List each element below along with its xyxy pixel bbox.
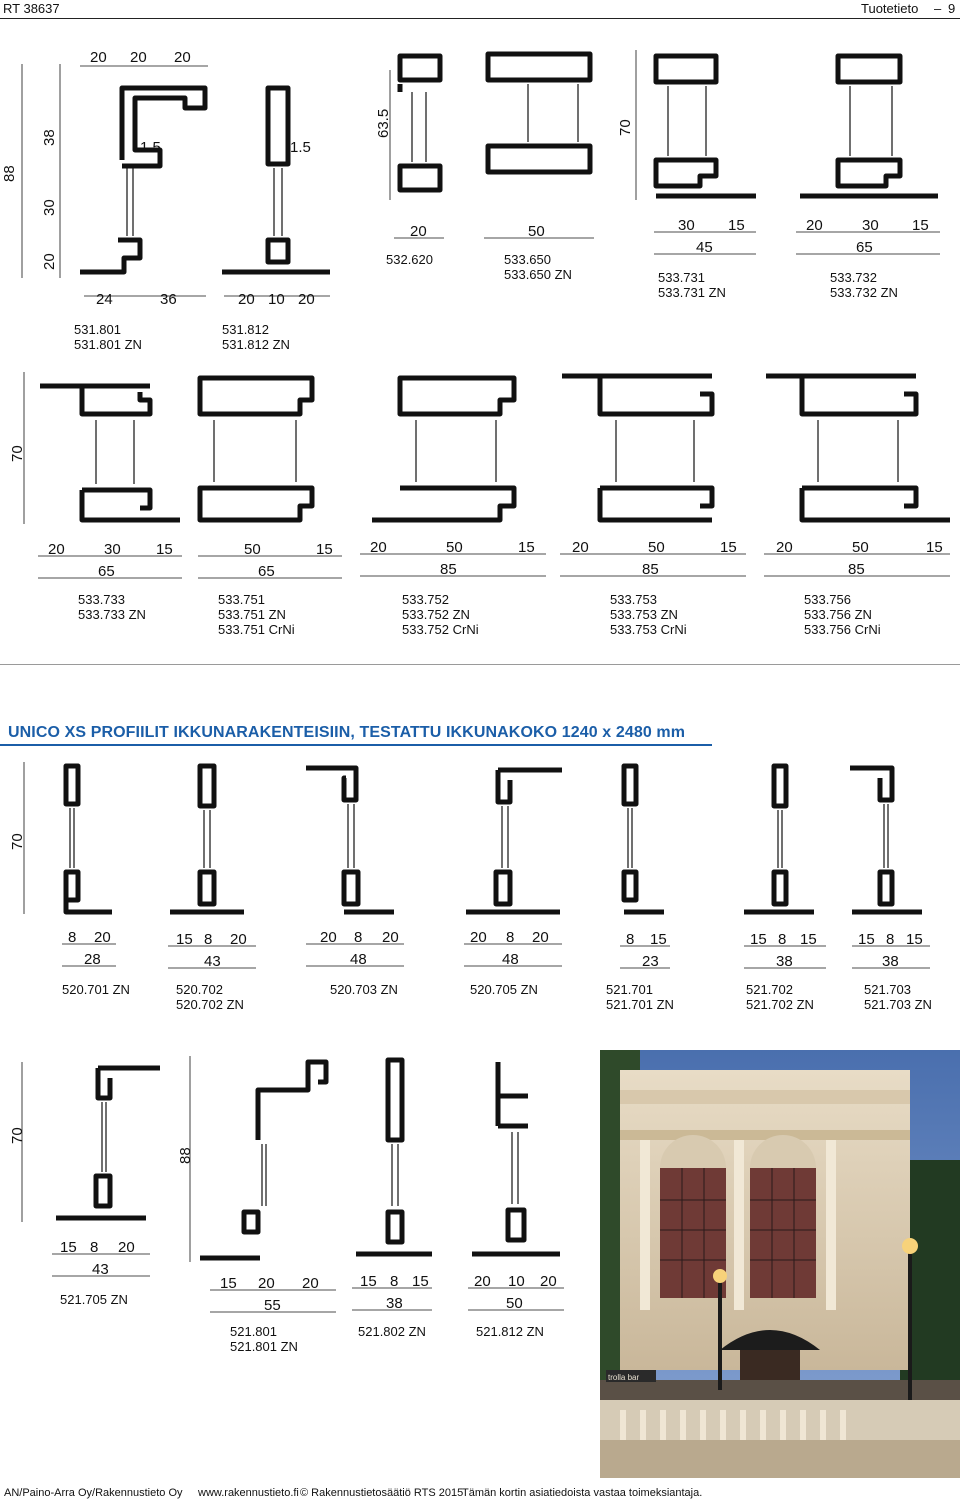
dim-thk-b: 1.5 — [290, 139, 311, 156]
code-533-733: 533.733 533.733 ZN — [78, 592, 146, 622]
dim-q1-a: 8 — [68, 929, 77, 946]
dim-q7-b: 8 — [886, 931, 895, 948]
dim-q1-c: 28 — [84, 951, 101, 968]
dim-q1-b: 20 — [94, 929, 111, 946]
code-533-753: 533.753 533.753 ZN 533.753 CrNi — [610, 592, 687, 637]
code-520-702: 520.702 520.702 ZN — [176, 982, 244, 1012]
dim-p4-b: 50 — [648, 539, 665, 556]
dim-q4-c: 20 — [532, 929, 549, 946]
dim-p5-d: 85 — [848, 561, 865, 578]
profile-533-753 — [562, 376, 712, 520]
code-521-705: 521.705 ZN — [60, 1292, 128, 1307]
dim-q6-c: 15 — [800, 931, 817, 948]
profile-533-650 — [488, 54, 590, 172]
dim-r2-c: 20 — [302, 1275, 319, 1292]
dim-q2-b: 8 — [204, 931, 213, 948]
dim-q7-d: 38 — [882, 953, 899, 970]
profile-521-701 — [624, 766, 664, 912]
code-533-752: 533.752 533.752 ZN 533.752 CrNi — [402, 592, 479, 637]
document-id: RT 38637 — [3, 1, 60, 16]
dim-a45: 45 — [696, 239, 713, 256]
dim-row4-88: 88 — [177, 1147, 194, 1164]
code-533-731: 533.731 533.731 ZN — [658, 270, 726, 300]
dim-r1-d: 43 — [92, 1261, 109, 1278]
dim-r1-a: 15 — [60, 1239, 77, 1256]
dim-r4-b: 10 — [508, 1273, 525, 1290]
dim-r4-a: 20 — [474, 1273, 491, 1290]
dim-r2-d: 55 — [264, 1297, 281, 1314]
dim-b24: 24 — [96, 291, 113, 308]
dim-88: 88 — [1, 165, 18, 182]
dim-a15: 15 — [728, 217, 745, 234]
dim-p3-d: 85 — [440, 561, 457, 578]
dim-r3-d: 38 — [386, 1295, 403, 1312]
dim-q4-b: 8 — [506, 929, 515, 946]
dim-r1-c: 20 — [118, 1239, 135, 1256]
footer-website[interactable]: www.rakennustieto.fi — [198, 1487, 299, 1499]
profile-533-733 — [40, 386, 180, 520]
header-dash: – — [934, 1, 942, 16]
unico-section-title: UNICO XS PROFIILIT IKKUNARAKENTEISIIN, TESTATTU IKKUNAKOKO 1240 x 2480 mm — [8, 724, 686, 741]
profile-520-705 — [466, 770, 562, 912]
dims-row4 — [9, 1056, 564, 1314]
dim-p4-c: 15 — [720, 539, 737, 556]
title-underline — [0, 744, 712, 746]
profile-521-705 — [56, 1068, 160, 1218]
dim-q5-a: 8 — [626, 931, 635, 948]
footer-publisher: AN/Paino-Arra Oy/Rakennustieto Oy — [4, 1487, 183, 1499]
dim-q6-d: 38 — [776, 953, 793, 970]
dim-38: 38 — [41, 129, 58, 146]
dim-q7-c: 15 — [906, 931, 923, 948]
dim-r3-b: 8 — [390, 1273, 399, 1290]
dim-p5-b: 50 — [852, 539, 869, 556]
section-label: Tuotetieto — [861, 1, 919, 16]
dim-p1-a: 20 — [48, 541, 65, 558]
dim-r4-c: 20 — [540, 1273, 557, 1290]
code-521-812: 521.812 ZN — [476, 1324, 544, 1339]
dim-r3-c: 15 — [412, 1273, 429, 1290]
dim-c65: 65 — [856, 239, 873, 256]
dim-q3-d: 48 — [350, 951, 367, 968]
dim-q6-b: 8 — [778, 931, 787, 948]
dim-c20: 20 — [806, 217, 823, 234]
code-533-650: 533.650 533.650 ZN — [504, 252, 572, 282]
dim-q5-c: 23 — [642, 953, 659, 970]
dim-r2-a: 15 — [220, 1275, 237, 1292]
dim-p5-a: 20 — [776, 539, 793, 556]
code-520-705: 520.705 ZN — [470, 982, 538, 997]
building-photo — [600, 1050, 960, 1478]
dim-row4-70: 70 — [9, 1127, 26, 1144]
dim-p2-a: 50 — [244, 541, 261, 558]
photo-sign-text: trolla bar — [608, 1373, 640, 1382]
profile-521-702 — [744, 766, 814, 912]
profile-533-731 — [656, 56, 756, 196]
profile-533-751 — [200, 378, 312, 520]
dim-thk-a: 1.5 — [140, 139, 161, 156]
dim-p4-d: 85 — [642, 561, 659, 578]
dim-c30: 30 — [862, 217, 879, 234]
footer-copyright: © Rakennustietosäätiö RTS 2015 — [300, 1487, 464, 1499]
page-number: 9 — [948, 1, 956, 16]
dim-q5-b: 15 — [650, 931, 667, 948]
dim-p4-a: 20 — [572, 539, 589, 556]
code-532-620: 532.620 — [386, 252, 433, 267]
dim-q2-c: 20 — [230, 931, 247, 948]
dim-p3-c: 15 — [518, 539, 535, 556]
code-521-701: 521.701 521.701 ZN — [606, 982, 674, 1012]
code-521-702: 521.702 521.702 ZN — [746, 982, 814, 1012]
profile-531-812 — [222, 88, 330, 272]
profile-520-702 — [170, 766, 244, 912]
profile-520-703 — [306, 768, 394, 912]
profile-533-732 — [800, 56, 938, 196]
dim-q3-a: 20 — [320, 929, 337, 946]
profile-521-802 — [356, 1060, 432, 1254]
dim-h70: 70 — [617, 119, 634, 136]
dim-p1-b: 30 — [104, 541, 121, 558]
dim-r4-d: 50 — [506, 1295, 523, 1312]
dim-top-20b: 20 — [130, 49, 147, 66]
dim-q4-a: 20 — [470, 929, 487, 946]
dim-r1-b: 8 — [90, 1239, 99, 1256]
profile-533-752 — [372, 378, 514, 520]
code-531-812: 531.812 531.812 ZN — [222, 322, 290, 352]
profile-532-620 — [400, 56, 440, 190]
dim-c15: 15 — [912, 217, 929, 234]
dim-p3-b: 50 — [446, 539, 463, 556]
code-533-732: 533.732 533.732 ZN — [830, 270, 898, 300]
dim-p2-c: 65 — [258, 563, 275, 580]
dim-q7-a: 15 — [858, 931, 875, 948]
footer-disclaimer: Tämän kortin asiatiedoista vastaa toimeksiantaja. — [462, 1487, 703, 1499]
code-533-756: 533.756 533.756 ZN 533.756 CrNi — [804, 592, 881, 637]
profile-521-703 — [850, 768, 922, 912]
dim-p1-c: 15 — [156, 541, 173, 558]
dim-63-5: 63.5 — [375, 108, 392, 138]
dim-30: 30 — [41, 199, 58, 216]
dim-q3-b: 8 — [354, 929, 363, 946]
dim-p5-c: 15 — [926, 539, 943, 556]
dim-p3-a: 20 — [370, 539, 387, 556]
dim-b20a: 20 — [238, 291, 255, 308]
dim-a30: 30 — [678, 217, 695, 234]
dim-b10: 10 — [268, 291, 285, 308]
code-533-751: 533.751 533.751 ZN 533.751 CrNi — [218, 592, 295, 637]
dims-row3 — [9, 762, 930, 970]
profile-520-701 — [66, 766, 112, 912]
code-531-801: 531.801 531.801 ZN — [74, 322, 142, 352]
dim-p1-d: 65 — [98, 563, 115, 580]
profile-533-756 — [766, 376, 950, 520]
dim-w20: 20 — [410, 223, 427, 240]
dim-q3-c: 20 — [382, 929, 399, 946]
dim-b20b: 20 — [298, 291, 315, 308]
dim-r3-a: 15 — [360, 1273, 377, 1290]
section-divider — [0, 664, 960, 665]
code-520-701: 520.701 ZN — [62, 982, 130, 997]
profile-521-801 — [200, 1062, 326, 1258]
dim-r2-b: 20 — [258, 1275, 275, 1292]
dim-q2-d: 43 — [204, 953, 221, 970]
code-521-801: 521.801 521.801 ZN — [230, 1324, 298, 1354]
dim-20v: 20 — [41, 253, 58, 270]
dim-q2-a: 15 — [176, 931, 193, 948]
dim-top-20a: 20 — [90, 49, 107, 66]
dim-row2-70: 70 — [9, 445, 26, 462]
profile-521-812 — [472, 1062, 560, 1254]
dim-top-20c: 20 — [174, 49, 191, 66]
footer — [0, 1480, 960, 1504]
dim-q6-a: 15 — [750, 931, 767, 948]
code-521-802: 521.802 ZN — [358, 1324, 426, 1339]
code-521-703: 521.703 521.703 ZN — [864, 982, 932, 1012]
dim-w50: 50 — [528, 223, 545, 240]
dim-p2-b: 15 — [316, 541, 333, 558]
dim-row3-70: 70 — [9, 833, 26, 850]
dim-q4-d: 48 — [502, 951, 519, 968]
profile-531-801 — [80, 88, 205, 272]
code-520-703: 520.703 ZN — [330, 982, 398, 997]
dim-b36: 36 — [160, 291, 177, 308]
